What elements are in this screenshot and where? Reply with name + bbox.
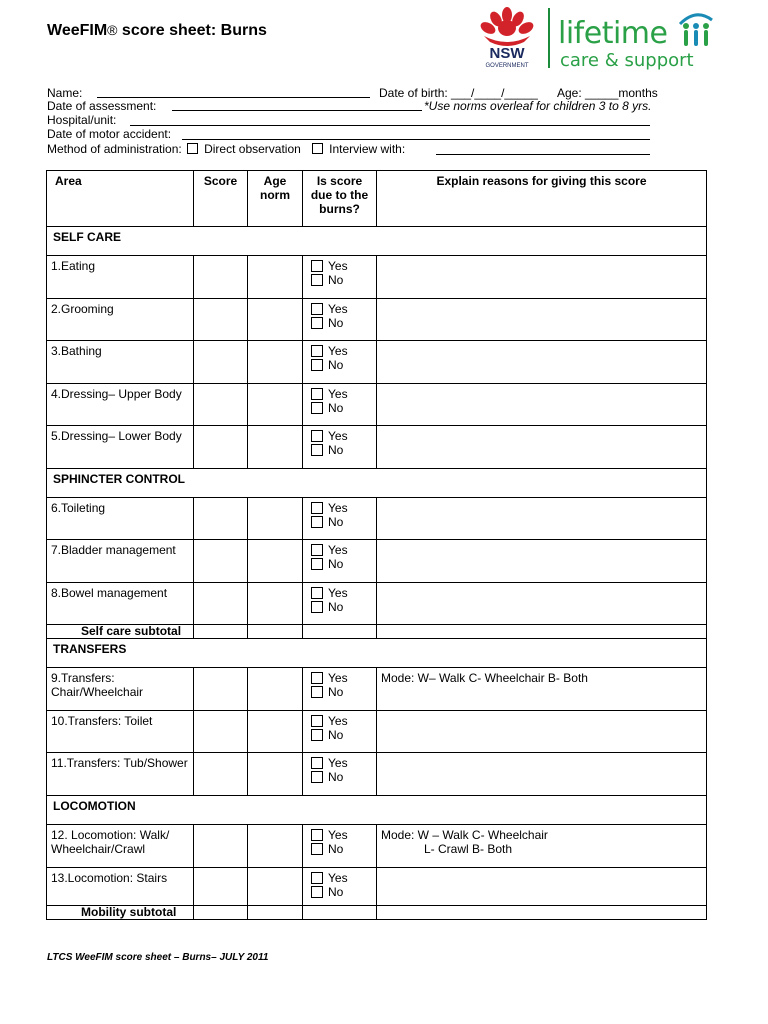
area-cell: 4.Dressing– Upper Body xyxy=(47,384,194,426)
yes-label: Yes xyxy=(328,543,348,557)
no-checkbox[interactable] xyxy=(311,601,323,613)
yes-label: Yes xyxy=(328,387,348,401)
area-cell: 1.Eating xyxy=(47,256,194,299)
yes-checkbox[interactable] xyxy=(311,829,323,841)
mobility-subtotal-age-norm[interactable] xyxy=(248,906,303,920)
yes-option[interactable] xyxy=(307,543,372,557)
yes-option[interactable] xyxy=(307,871,372,885)
section-row xyxy=(47,227,707,256)
yes-no-cell xyxy=(303,256,377,299)
section-row xyxy=(47,639,707,668)
no-checkbox[interactable] xyxy=(311,771,323,783)
no-checkbox[interactable] xyxy=(311,317,323,329)
explain-cell[interactable] xyxy=(377,668,707,711)
section-transfers: TRANSFERS xyxy=(47,639,707,668)
no-label: No xyxy=(328,515,344,529)
explain-cell[interactable] xyxy=(377,256,707,299)
date-of-assessment-label: Date of assessment: xyxy=(47,99,157,113)
no-label: No xyxy=(328,557,344,571)
yes-checkbox[interactable] xyxy=(311,345,323,357)
yes-option[interactable] xyxy=(307,756,372,770)
yes-label: Yes xyxy=(328,259,348,273)
yes-label: Yes xyxy=(328,302,348,316)
no-checkbox[interactable] xyxy=(311,558,323,570)
yes-checkbox[interactable] xyxy=(311,587,323,599)
yes-checkbox[interactable] xyxy=(311,757,323,769)
yes-no-cell xyxy=(303,825,377,868)
no-checkbox[interactable] xyxy=(311,402,323,414)
no-option[interactable] xyxy=(307,557,372,571)
yes-checkbox[interactable] xyxy=(311,260,323,272)
age-norm-cell[interactable] xyxy=(248,825,303,868)
yes-no-cell xyxy=(303,498,377,540)
title-main: WeeFIM xyxy=(47,22,108,39)
yes-checkbox[interactable] xyxy=(311,388,323,400)
explain-header: Explain reasons for giving this score xyxy=(377,171,707,227)
yes-no-cell xyxy=(303,583,377,625)
subtotal-row xyxy=(47,625,707,639)
no-label: No xyxy=(328,685,344,699)
self-care-subtotal-age-norm[interactable] xyxy=(248,625,303,639)
score-cell[interactable] xyxy=(194,426,248,469)
no-checkbox[interactable] xyxy=(311,444,323,456)
yes-label: Yes xyxy=(328,501,348,515)
mobility-subtotal-explain xyxy=(377,906,707,920)
section-row xyxy=(47,469,707,498)
yes-option[interactable] xyxy=(307,828,372,842)
age-norm-cell[interactable] xyxy=(248,868,303,906)
area-cell: 13.Locomotion: Stairs xyxy=(47,868,194,906)
nsw-logo-subtext: GOVERNMENT xyxy=(485,63,529,69)
area-cell: 8.Bowel management xyxy=(47,583,194,625)
no-option[interactable] xyxy=(307,515,372,529)
yes-label: Yes xyxy=(328,671,348,685)
no-option[interactable] xyxy=(307,685,372,699)
self-care-subtotal-label: Self care subtotal xyxy=(47,625,194,639)
area-cell: 3.Bathing xyxy=(47,341,194,384)
no-label: No xyxy=(328,401,344,415)
lifetime-logo-subtext: care & support xyxy=(560,50,694,71)
yes-label: Yes xyxy=(328,756,348,770)
yes-option[interactable] xyxy=(307,714,372,728)
no-option[interactable] xyxy=(307,885,372,899)
no-label: No xyxy=(328,358,344,372)
no-label: No xyxy=(328,728,344,742)
yes-no-cell xyxy=(303,668,377,711)
section-row xyxy=(47,796,707,825)
age-norm-cell[interactable] xyxy=(248,256,303,299)
no-option[interactable] xyxy=(307,842,372,856)
explain-cell[interactable] xyxy=(377,825,707,868)
area-cell: 11.Transfers: Tub/Shower xyxy=(47,753,194,796)
registered-mark: ® xyxy=(107,22,118,38)
people-figures-icon xyxy=(676,10,716,50)
no-checkbox[interactable] xyxy=(311,729,323,741)
method-label: Method of administration: xyxy=(47,142,182,156)
locomotion-mode-legend-line1: Mode: W – Walk C- Wheelchair xyxy=(381,828,548,842)
norms-note: *Use norms overleaf for children 3 to 8 yrs. xyxy=(424,99,652,113)
yes-option[interactable] xyxy=(307,586,372,600)
table-header-row xyxy=(47,171,707,227)
no-label: No xyxy=(328,443,344,457)
yes-option[interactable] xyxy=(307,501,372,515)
area-cell: 9.Transfers: Chair/Wheelchair xyxy=(47,668,194,711)
no-checkbox[interactable] xyxy=(311,516,323,528)
age-norm-cell[interactable] xyxy=(248,341,303,384)
date-of-birth-label: Date of birth: ___/____/_____ xyxy=(379,86,538,100)
yes-option[interactable] xyxy=(307,259,372,273)
explain-cell[interactable] xyxy=(377,341,707,384)
nsw-government-logo xyxy=(472,6,542,70)
self-care-subtotal-burns xyxy=(303,625,377,639)
locomotion-mode-legend-line2: L- Crawl B- Both xyxy=(424,842,513,856)
score-cell[interactable] xyxy=(194,583,248,625)
interview-with-input-line[interactable] xyxy=(436,154,650,155)
due-to-burns-header: Is score due to the burns? xyxy=(303,171,377,227)
table-row xyxy=(47,668,707,711)
age-norm-cell[interactable] xyxy=(248,498,303,540)
yes-checkbox[interactable] xyxy=(311,872,323,884)
date-of-assessment-input-line[interactable] xyxy=(172,110,422,111)
self-care-subtotal-score[interactable] xyxy=(194,625,248,639)
date-of-accident-input-line[interactable] xyxy=(182,139,650,140)
yes-checkbox[interactable] xyxy=(311,672,323,684)
table-row xyxy=(47,384,707,426)
score-table xyxy=(46,170,707,920)
age-norm-header: Age norm xyxy=(248,171,303,227)
table-row xyxy=(47,825,707,868)
table-row xyxy=(47,498,707,540)
explain-cell[interactable] xyxy=(377,711,707,753)
direct-observation-checkbox[interactable] xyxy=(187,143,198,154)
no-option[interactable] xyxy=(307,728,372,742)
age-norm-cell[interactable] xyxy=(248,426,303,469)
age-norm-cell[interactable] xyxy=(248,753,303,796)
mobility-subtotal-burns xyxy=(303,906,377,920)
mobility-subtotal-label: Mobility subtotal xyxy=(47,906,194,920)
yes-option[interactable] xyxy=(307,429,372,443)
explain-cell[interactable] xyxy=(377,498,707,540)
score-cell[interactable] xyxy=(194,711,248,753)
yes-no-cell xyxy=(303,711,377,753)
title-rest: score sheet: Burns xyxy=(117,22,267,39)
yes-label: Yes xyxy=(328,714,348,728)
no-option[interactable] xyxy=(307,316,372,330)
lifetime-care-support-logo xyxy=(558,8,718,72)
yes-label: Yes xyxy=(328,586,348,600)
table-row xyxy=(47,868,707,906)
no-checkbox[interactable] xyxy=(311,686,323,698)
yes-no-cell xyxy=(303,426,377,469)
explain-cell[interactable] xyxy=(377,753,707,796)
subtotal-row xyxy=(47,906,707,920)
score-cell[interactable] xyxy=(194,256,248,299)
no-option[interactable] xyxy=(307,401,372,415)
age-norm-cell[interactable] xyxy=(248,711,303,753)
no-option[interactable] xyxy=(307,443,372,457)
area-cell: 5.Dressing– Lower Body xyxy=(47,426,194,469)
score-header: Score xyxy=(194,171,248,227)
yes-no-cell xyxy=(303,341,377,384)
no-label: No xyxy=(328,273,344,287)
mobility-subtotal-score[interactable] xyxy=(194,906,248,920)
yes-no-cell xyxy=(303,384,377,426)
yes-checkbox[interactable] xyxy=(311,544,323,556)
waratah-icon xyxy=(472,6,542,70)
no-option[interactable] xyxy=(307,358,372,372)
table-row xyxy=(47,426,707,469)
direct-observation-label: Direct observation xyxy=(204,142,301,156)
age-norm-cell[interactable] xyxy=(248,583,303,625)
age-norm-cell[interactable] xyxy=(248,299,303,341)
method-of-administration xyxy=(47,142,405,156)
no-checkbox[interactable] xyxy=(311,843,323,855)
age-norm-cell[interactable] xyxy=(248,540,303,583)
name-label: Name: xyxy=(47,86,83,100)
score-cell[interactable] xyxy=(194,299,248,341)
score-cell[interactable] xyxy=(194,868,248,906)
table-row xyxy=(47,299,707,341)
table-row xyxy=(47,753,707,796)
section-locomotion: LOCOMOTION xyxy=(47,796,707,825)
name-input-line[interactable] xyxy=(97,97,370,98)
yes-no-cell xyxy=(303,753,377,796)
explain-cell[interactable] xyxy=(377,868,707,906)
yes-label: Yes xyxy=(328,429,348,443)
yes-option[interactable] xyxy=(307,302,372,316)
explain-cell[interactable] xyxy=(377,540,707,583)
score-cell[interactable] xyxy=(194,825,248,868)
yes-option[interactable] xyxy=(307,387,372,401)
table-row xyxy=(47,583,707,625)
no-label: No xyxy=(328,600,344,614)
yes-checkbox[interactable] xyxy=(311,715,323,727)
hospital-unit-input-line[interactable] xyxy=(130,125,650,126)
section-self-care: SELF CARE xyxy=(47,227,707,256)
no-option[interactable] xyxy=(307,273,372,287)
explain-cell[interactable] xyxy=(377,426,707,469)
area-cell: 10.Transfers: Toilet xyxy=(47,711,194,753)
interview-checkbox[interactable] xyxy=(312,143,323,154)
page-title xyxy=(47,22,267,40)
score-cell[interactable] xyxy=(194,668,248,711)
nsw-logo-text: NSW xyxy=(489,45,525,62)
yes-checkbox[interactable] xyxy=(311,303,323,315)
yes-checkbox[interactable] xyxy=(311,430,323,442)
table-row xyxy=(47,256,707,299)
no-label: No xyxy=(328,316,344,330)
yes-option[interactable] xyxy=(307,344,372,358)
no-checkbox[interactable] xyxy=(311,274,323,286)
yes-no-cell xyxy=(303,299,377,341)
table-row xyxy=(47,540,707,583)
table-row xyxy=(47,711,707,753)
no-label: No xyxy=(328,842,344,856)
interview-label: Interview with: xyxy=(329,142,406,156)
yes-label: Yes xyxy=(328,871,348,885)
age-label: Age: _____months xyxy=(557,86,658,100)
area-cell: 12. Locomotion: Walk/ Wheelchair/Crawl xyxy=(47,825,194,868)
no-option[interactable] xyxy=(307,770,372,784)
explain-cell[interactable] xyxy=(377,384,707,426)
yes-no-cell xyxy=(303,540,377,583)
no-label: No xyxy=(328,770,344,784)
yes-checkbox[interactable] xyxy=(311,502,323,514)
area-cell: 7.Bladder management xyxy=(47,540,194,583)
explain-cell[interactable] xyxy=(377,299,707,341)
hospital-unit-label: Hospital/unit: xyxy=(47,113,117,127)
no-checkbox[interactable] xyxy=(311,359,323,371)
area-header: Area xyxy=(47,171,194,227)
score-cell[interactable] xyxy=(194,753,248,796)
no-label: No xyxy=(328,885,344,899)
area-cell: 2.Grooming xyxy=(47,299,194,341)
score-cell[interactable] xyxy=(194,384,248,426)
no-checkbox[interactable] xyxy=(311,886,323,898)
score-cell[interactable] xyxy=(194,540,248,583)
self-care-subtotal-explain xyxy=(377,625,707,639)
yes-no-cell xyxy=(303,868,377,906)
transfer-mode-legend: Mode: W– Walk C- Wheelchair B- Both xyxy=(381,671,588,685)
explain-cell[interactable] xyxy=(377,583,707,625)
page-footer: LTCS WeeFIM score sheet – Burns– JULY 2011 xyxy=(47,952,269,963)
age-norm-cell[interactable] xyxy=(248,384,303,426)
area-cell: 6.Toileting xyxy=(47,498,194,540)
yes-label: Yes xyxy=(328,344,348,358)
age-norm-cell[interactable] xyxy=(248,668,303,711)
score-cell[interactable] xyxy=(194,341,248,384)
date-of-accident-label: Date of motor accident: xyxy=(47,127,172,141)
lifetime-logo-word: lifetime xyxy=(558,16,668,51)
table-row xyxy=(47,341,707,384)
score-cell[interactable] xyxy=(194,498,248,540)
logo-divider xyxy=(548,8,550,68)
no-option[interactable] xyxy=(307,600,372,614)
yes-option[interactable] xyxy=(307,671,372,685)
section-sphincter-control: SPHINCTER CONTROL xyxy=(47,469,707,498)
yes-label: Yes xyxy=(328,828,348,842)
